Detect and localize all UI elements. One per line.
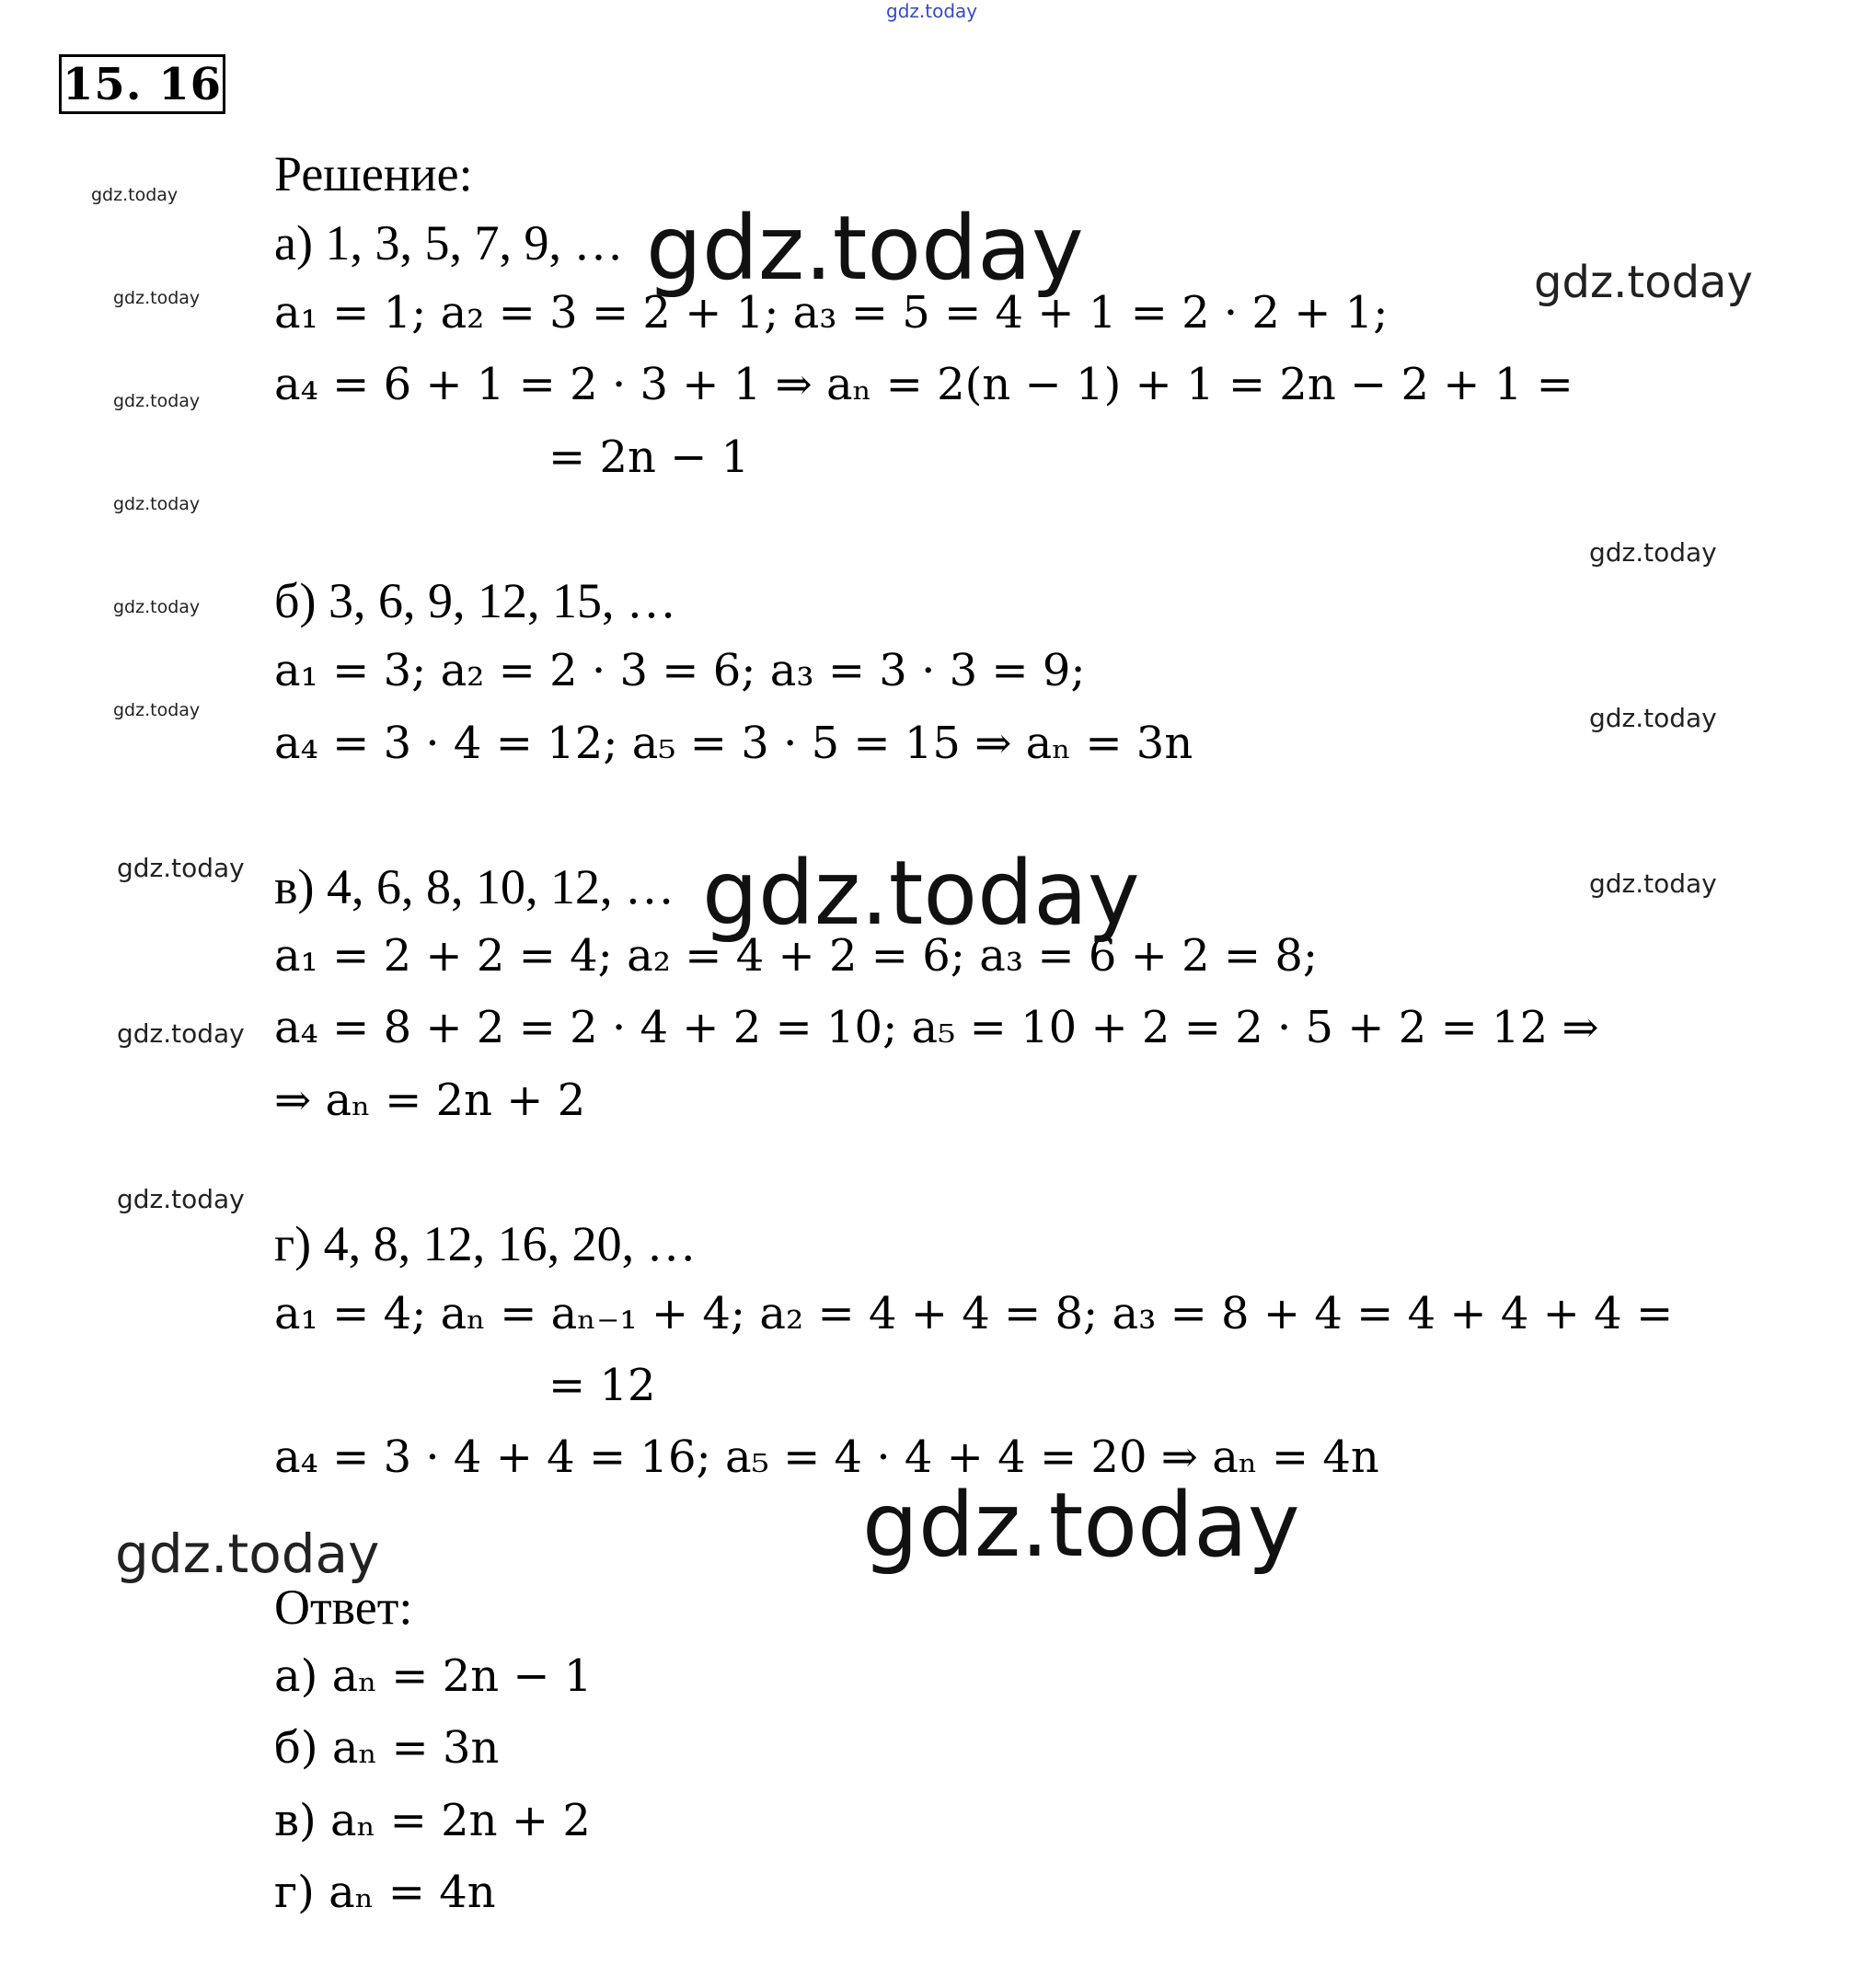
watermark: gdz.today (117, 1184, 245, 1214)
answer-v: в) aₙ = 2n + 2 (274, 1795, 591, 1846)
watermark: gdz.today (91, 185, 179, 205)
part-a-line-1: a₁ = 1; a₂ = 3 = 2 + 1; a₃ = 5 = 4 + 1 = 2 · 2 + 1; (274, 287, 1389, 339)
watermark: gdz.today (113, 391, 201, 411)
site-watermark-top: gdz.today (886, 0, 978, 22)
part-g-sequence: г) 4, 8, 12, 16, 20, … (274, 1216, 697, 1271)
part-g-line-1: a₁ = 4; aₙ = aₙ₋₁ + 4; a₂ = 4 + 4 = 8; a₃ = 8 + 4 = 4 + 4 + 4 = (274, 1288, 1674, 1339)
part-g-line-2: = 12 (548, 1360, 656, 1411)
watermark: gdz.today (113, 494, 201, 514)
watermark: gdz.today (113, 700, 201, 720)
watermark: gdz.today (1589, 868, 1717, 899)
watermark: gdz.today (1589, 537, 1717, 568)
answer-heading: Ответ: (274, 1580, 413, 1635)
part-b-line-2: a₄ = 3 · 4 = 12; a₅ = 3 · 5 = 15 ⇒ aₙ = 3n (274, 718, 1193, 769)
answer-g: г) aₙ = 4n (274, 1867, 496, 1918)
part-a-line-2: a₄ = 6 + 1 = 2 · 3 + 1 ⇒ aₙ = 2(n − 1) + 1 = 2n − 2 + 1 = (274, 359, 1574, 410)
watermark: gdz.today (1534, 257, 1753, 308)
answer-b: б) aₙ = 3n (274, 1722, 500, 1774)
part-b-line-1: a₁ = 3; a₂ = 2 · 3 = 6; a₃ = 3 · 3 = 9; (274, 645, 1086, 696)
watermark: gdz.today (702, 842, 1140, 945)
solution-heading: Решение: (274, 146, 473, 201)
watermark: gdz.today (113, 288, 201, 308)
part-a-sequence: а) 1, 3, 5, 7, 9, … (274, 215, 624, 270)
part-v-sequence: в) 4, 6, 8, 10, 12, … (274, 859, 674, 914)
answer-a: а) aₙ = 2n − 1 (274, 1650, 593, 1702)
watermark: gdz.today (862, 1474, 1300, 1577)
problem-number: 15. 16 (59, 54, 225, 114)
part-a-line-3: = 2n − 1 (548, 431, 750, 483)
watermark: gdz.today (646, 197, 1084, 300)
part-v-line-3: ⇒ aₙ = 2n + 2 (274, 1074, 586, 1126)
part-g-line-3: a₄ = 3 · 4 + 4 = 16; a₅ = 4 · 4 + 4 = 20 ⇒ aₙ = 4n (274, 1431, 1379, 1483)
watermark: gdz.today (115, 1523, 380, 1585)
watermark: gdz.today (117, 853, 245, 883)
watermark: gdz.today (117, 1018, 245, 1049)
watermark: gdz.today (113, 597, 201, 617)
part-v-line-2: a₄ = 8 + 2 = 2 · 4 + 2 = 10; a₅ = 10 + 2 = 2 · 5 + 2 = 12 ⇒ (274, 1002, 1599, 1053)
part-b-sequence: б) 3, 6, 9, 12, 15, … (274, 573, 676, 628)
watermark: gdz.today (1589, 703, 1717, 733)
part-v-line-1: a₁ = 2 + 2 = 4; a₂ = 4 + 2 = 6; a₃ = 6 + 2 = 8; (274, 930, 1319, 982)
